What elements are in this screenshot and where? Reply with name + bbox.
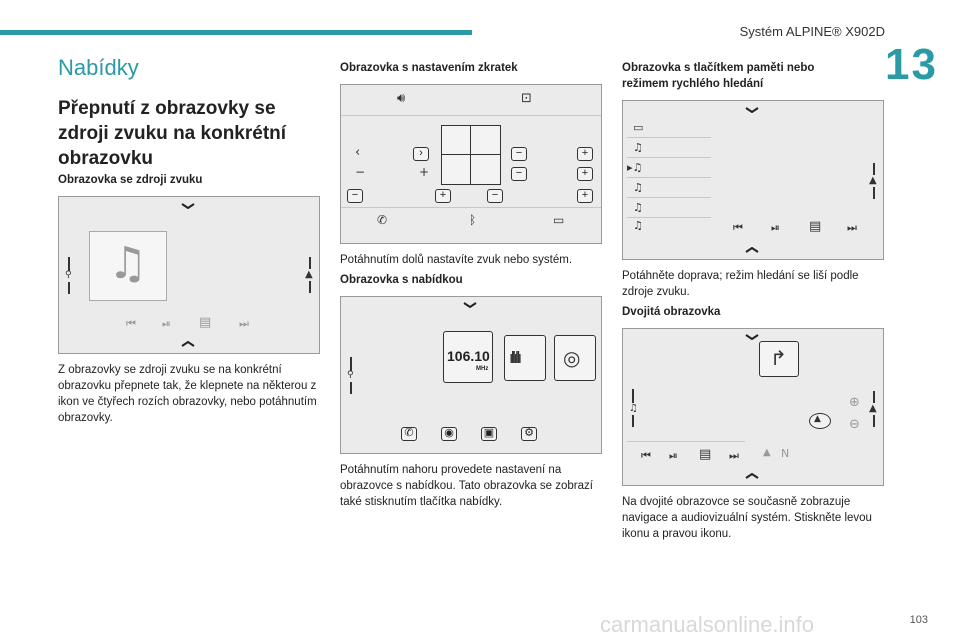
- triangle-up-icon[interactable]: ▲: [305, 269, 313, 280]
- minus-button[interactable]: −: [511, 147, 527, 161]
- music-note-icon[interactable]: ♫: [633, 201, 643, 214]
- album-art-placeholder: [89, 231, 167, 301]
- chevron-down-icon: [463, 302, 477, 308]
- section-heading: Nabídky: [58, 55, 139, 80]
- divider: [627, 137, 711, 138]
- bluetooth-icon[interactable]: ᛒ: [469, 213, 477, 227]
- search-icon[interactable]: ⚲: [65, 270, 72, 280]
- divider: [627, 177, 711, 178]
- divider: [341, 115, 601, 116]
- music-icon[interactable]: ◉: [441, 427, 457, 441]
- compass-letter: N: [781, 447, 790, 460]
- divider: [350, 382, 352, 394]
- chevron-down-icon: [181, 203, 195, 209]
- next-icon[interactable]: ⏭: [847, 221, 857, 234]
- turn-left-icon[interactable]: ↱: [759, 341, 799, 377]
- chevron-up-icon: [745, 473, 759, 479]
- divider: [309, 281, 311, 293]
- radio-tile[interactable]: [443, 331, 493, 383]
- music-note-icon: ♫: [108, 238, 148, 289]
- prev-icon[interactable]: ⏮: [733, 221, 743, 234]
- triangle-up-icon[interactable]: ▲: [869, 175, 877, 186]
- plus-button[interactable]: +: [577, 189, 593, 203]
- music-note-icon[interactable]: ♫: [633, 219, 643, 232]
- chevron-down-icon: [745, 334, 759, 340]
- phone-icon[interactable]: ✆: [401, 427, 417, 441]
- list-icon[interactable]: ▤: [199, 315, 212, 330]
- menu-screen-illustration: [340, 296, 602, 454]
- minus-button[interactable]: −: [487, 189, 503, 203]
- music-note-icon[interactable]: ♫: [629, 403, 638, 414]
- divider: [632, 415, 634, 427]
- search-icon[interactable]: ⚲: [347, 370, 354, 380]
- watermark: carmanualsonline.info: [600, 612, 815, 637]
- seat-icon[interactable]: ⊡: [521, 91, 532, 106]
- plus-button[interactable]: +: [577, 167, 593, 181]
- menu-screen-caption: Potáhnutím nahoru provedete nastavení na obrazovce s nabídkou. Tato obrazovka se zobrazí také stisknutím tlačítka nabídky.: [340, 464, 593, 508]
- list-icon[interactable]: ▤: [699, 447, 712, 462]
- shortcut-settings-screen-illustration: [340, 84, 602, 244]
- gear-icon[interactable]: ⚙: [521, 427, 537, 441]
- shortcut-screen-label: Obrazovka s nastavením zkratek: [340, 62, 518, 74]
- sub-heading: Přepnutí z obrazovky se zdroji zvuku na konkrétní obrazovku: [58, 98, 287, 169]
- balance-grid[interactable]: [441, 125, 501, 185]
- prev-icon[interactable]: ⏮: [126, 317, 136, 330]
- zoom-out-icon[interactable]: ⊖: [849, 417, 860, 432]
- shortcut-screen-caption: Potáhnutím dolů nastavíte zvuk nebo systém.: [340, 254, 573, 266]
- header-accent-bar: [0, 30, 472, 35]
- divider: [627, 217, 711, 218]
- next-icon[interactable]: ⏭: [729, 449, 739, 462]
- divider: [350, 357, 352, 371]
- chapter-number: 13: [885, 40, 938, 89]
- chevron-down-icon: [745, 107, 759, 113]
- page-number: 103: [909, 614, 928, 626]
- minus-button[interactable]: −: [511, 167, 527, 181]
- play-pause-icon[interactable]: ⏯: [669, 449, 678, 462]
- volume-icon[interactable]: 🔊︎: [397, 91, 406, 106]
- prev-icon[interactable]: ⏮: [641, 449, 651, 462]
- phone-icon[interactable]: ✆: [377, 213, 388, 227]
- memory-screen-label: Obrazovka s tlačítkem paměti nebo režimem rychlého hledání: [622, 62, 815, 90]
- minus-button[interactable]: −: [347, 189, 363, 203]
- memory-screen-caption: Potáhněte doprava; režim hledání se liší podle zdroje zvuku.: [622, 270, 859, 298]
- plus-button[interactable]: +: [435, 189, 451, 203]
- zoom-in-icon[interactable]: ⊕: [849, 395, 860, 410]
- plus-icon[interactable]: +: [419, 165, 430, 179]
- header-title: Systém ALPINE® X902D: [739, 24, 885, 39]
- dual-screen-label: Dvojitá obrazovka: [622, 306, 721, 318]
- divider: [309, 257, 311, 269]
- minus-icon[interactable]: −: [355, 165, 366, 179]
- divider: [341, 207, 601, 208]
- divider: [68, 257, 70, 271]
- car-icon[interactable]: ▣: [481, 427, 497, 441]
- folder-icon[interactable]: ▭: [633, 121, 644, 134]
- dual-screen-illustration: [622, 328, 884, 486]
- chevron-left-icon[interactable]: ‹: [355, 145, 361, 160]
- music-note-icon[interactable]: ♫: [633, 181, 643, 194]
- music-note-icon[interactable]: ▸♫: [627, 161, 643, 174]
- divider: [873, 187, 875, 199]
- plus-button[interactable]: +: [577, 147, 593, 161]
- equalizer-tile[interactable]: ıllıllı: [504, 335, 546, 381]
- media-tile[interactable]: ◎: [554, 335, 596, 381]
- audio-screen-caption: Z obrazovky se zdroji zvuku se na konkrétní obrazovku přepnete tak, že klepnete na některou z ikon ve čtyřech rozích obrazovky, nebo potáhnutím obrazovky.: [58, 364, 317, 424]
- next-icon[interactable]: ⏭: [239, 317, 249, 330]
- music-note-icon[interactable]: ♫: [633, 141, 643, 154]
- chevron-up-icon: [181, 341, 195, 347]
- audio-source-screen-illustration: [58, 196, 320, 354]
- menu-screen-label: Obrazovka s nabídkou: [340, 274, 463, 286]
- compass-arrow-icon[interactable]: ▲: [763, 447, 771, 458]
- divider: [873, 415, 875, 427]
- play-pause-icon[interactable]: ⏯: [771, 221, 780, 234]
- radio-frequency: 106.10: [447, 348, 490, 364]
- divider: [627, 157, 711, 158]
- chevron-up-icon: [745, 247, 759, 253]
- divider: [873, 391, 875, 403]
- position-marker-icon: ▲: [809, 413, 831, 429]
- divider: [627, 441, 745, 442]
- triangle-up-icon[interactable]: ▲: [869, 403, 877, 414]
- chevron-right-icon[interactable]: ›: [413, 147, 429, 161]
- divider: [68, 282, 70, 294]
- audio-screen-label: Obrazovka se zdroji zvuku: [58, 174, 203, 186]
- list-icon[interactable]: ▤: [809, 219, 822, 234]
- radio-unit: MHz: [476, 366, 489, 372]
- divider: [627, 197, 711, 198]
- divider: [873, 163, 875, 175]
- divider: [632, 389, 634, 403]
- dual-screen-caption: Na dvojité obrazovce se současně zobrazuje navigace a audiovizuální systém. Stiskněte levou ikonu a pravou ikonu.: [622, 496, 872, 540]
- play-pause-icon[interactable]: ⏯: [162, 317, 171, 330]
- memory-screen-illustration: [622, 100, 884, 260]
- screen-icon[interactable]: ▭: [553, 213, 565, 227]
